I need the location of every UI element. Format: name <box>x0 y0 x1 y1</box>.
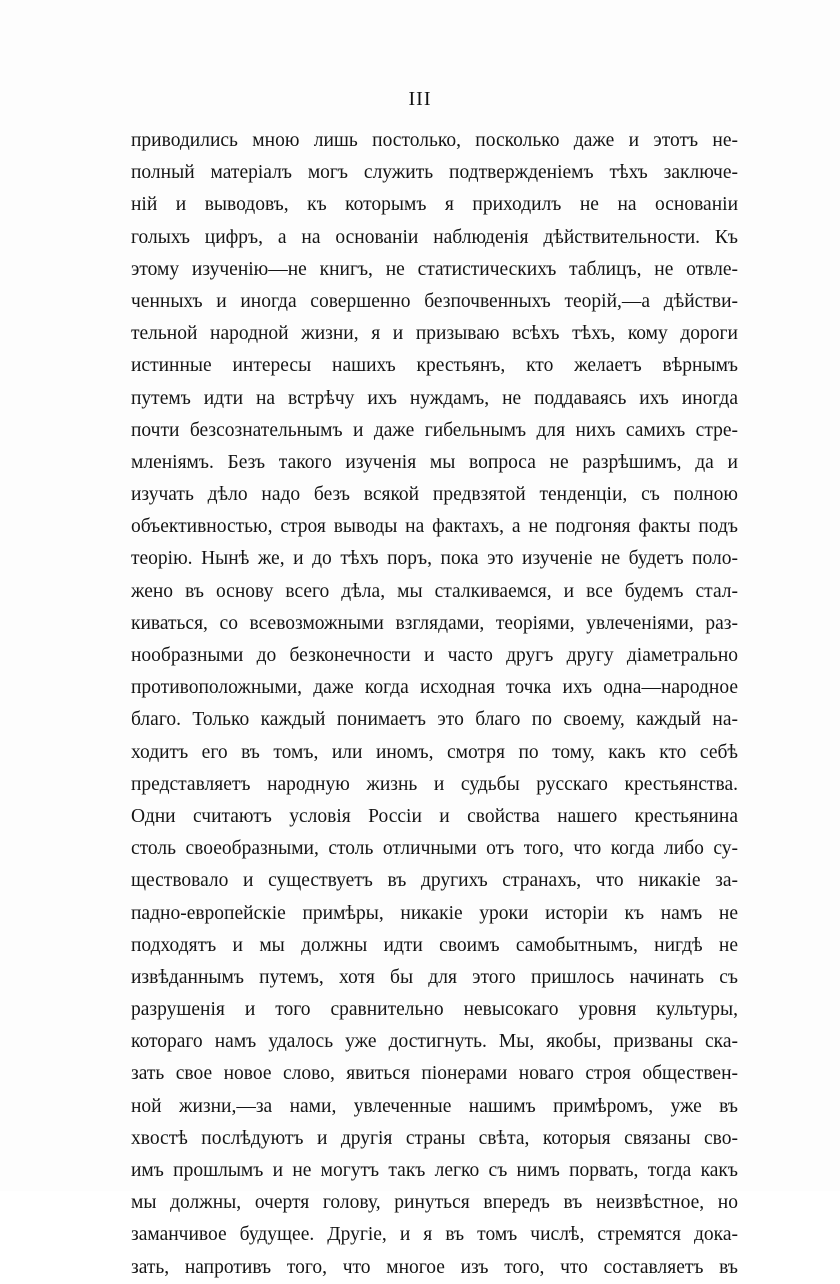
text-line: ній и выводовъ, къ которымъ я приходилъ не на основаніи <box>131 194 738 216</box>
text-line: объективностью, строя выводы на фактахъ, а не подгоняя факты подъ <box>131 516 738 538</box>
text-line: имъ прошлымъ и не могутъ такъ легко съ нимъ порвать, тогда какъ <box>131 1160 738 1181</box>
text-line: почти безсознательнымъ и даже гибельнымъ для нихъ самихъ стре- <box>131 419 738 441</box>
text-line: этому изученію—не книгъ, не статистическихъ таблицъ, не отвле- <box>131 258 738 280</box>
text-line: столь своеобразными, столь отличными отъ того, что когда либо су- <box>131 838 738 860</box>
text-line: извѣданнымъ путемъ, хотя бы для этого пришлось начинать съ <box>131 966 738 988</box>
text-line: полный матеріалъ могъ служить подтвержденіемъ тѣхъ заключе- <box>131 162 738 184</box>
text-line: зать, напротивъ того, что многое изъ того, что составляетъ въ <box>131 1256 738 1278</box>
text-line: нообразными до безконечности и часто другъ другу діаметрально <box>131 645 738 666</box>
text-line: подходятъ и мы должны идти своимъ самобытнымъ, нигдѣ не <box>131 934 738 956</box>
text-line: заманчивое будущее. Другіе, и я въ томъ числѣ, стремятся дока- <box>131 1224 738 1246</box>
text-line: путемъ идти на встрѣчу ихъ нуждамъ, не поддаваясь ихъ иногда <box>131 387 738 409</box>
text-line: хвостѣ послѣдуютъ и другія страны свѣта, которыя связаны сво- <box>131 1127 738 1149</box>
text-line: ной жизни,—за нами, увлеченные нашимъ примѣромъ, уже въ <box>131 1095 738 1117</box>
text-line: разрушенія и того сравнительно невысокаго уровня культуры, <box>131 999 738 1021</box>
text-line: киваться, со всевозможными взглядами, теоріями, увлеченіями, раз- <box>131 612 738 634</box>
text-line: благо. Только каждый понимаетъ это благо по своему, каждый на- <box>131 709 738 731</box>
text-line: тельной народной жизни, я и призываю всѣхъ тѣхъ, кому дороги <box>131 323 738 345</box>
text-line: ществовало и существуетъ въ другихъ странахъ, что никакіе за- <box>131 870 738 892</box>
text-line: Одни считаютъ условія Россіи и свойства нашего крестьянина <box>131 805 738 827</box>
text-line: мленіямъ. Безъ такого изученія мы вопроса не разрѣшимъ, да и <box>131 451 738 473</box>
text-line: котораго намъ удалось уже достигнуть. Мы, якобы, призваны ска- <box>131 1031 738 1053</box>
text-line: голыхъ цифръ, а на основаніи наблюденія дѣйствительности. Къ <box>131 226 738 248</box>
text-line: истинные интересы нашихъ крестьянъ, кто желаетъ вѣрнымъ <box>131 355 738 377</box>
text-line: жено въ основу всего дѣла, мы сталкиваемся, и все будемъ стал- <box>131 580 738 602</box>
text-line: приводились мною лишь постолько, посколько даже и этотъ не- <box>131 130 738 151</box>
text-line: теорію. Нынѣ же, и до тѣхъ поръ, пока это изученіе не будетъ поло- <box>131 548 738 570</box>
text-line: ченныхъ и иногда совершенно безпочвенныхъ теорій,—а дѣйстви- <box>131 290 738 312</box>
page-number: III <box>408 88 432 110</box>
text-line: представляетъ народную жизнь и судьбы русскаго крестьянства. <box>131 773 738 795</box>
text-line: изучать дѣло надо безъ всякой предвзятой тенденціи, съ полною <box>131 484 738 506</box>
text-line: противоположными, даже когда исходная точка ихъ одна—народное <box>131 677 738 699</box>
text-line: зать свое новое слово, явиться піонерами новаго строя обществен- <box>131 1063 738 1085</box>
text-line: мы должны, очертя голову, ринуться впередъ въ неизвѣстное, но <box>131 1192 738 1214</box>
text-line: ходитъ его въ томъ, или иномъ, смотря по тому, какъ кто себѣ <box>131 741 738 763</box>
body-text <box>131 125 738 1284</box>
text-line: падно-европейскіе примѣры, никакіе уроки исторіи къ намъ не <box>131 902 738 924</box>
